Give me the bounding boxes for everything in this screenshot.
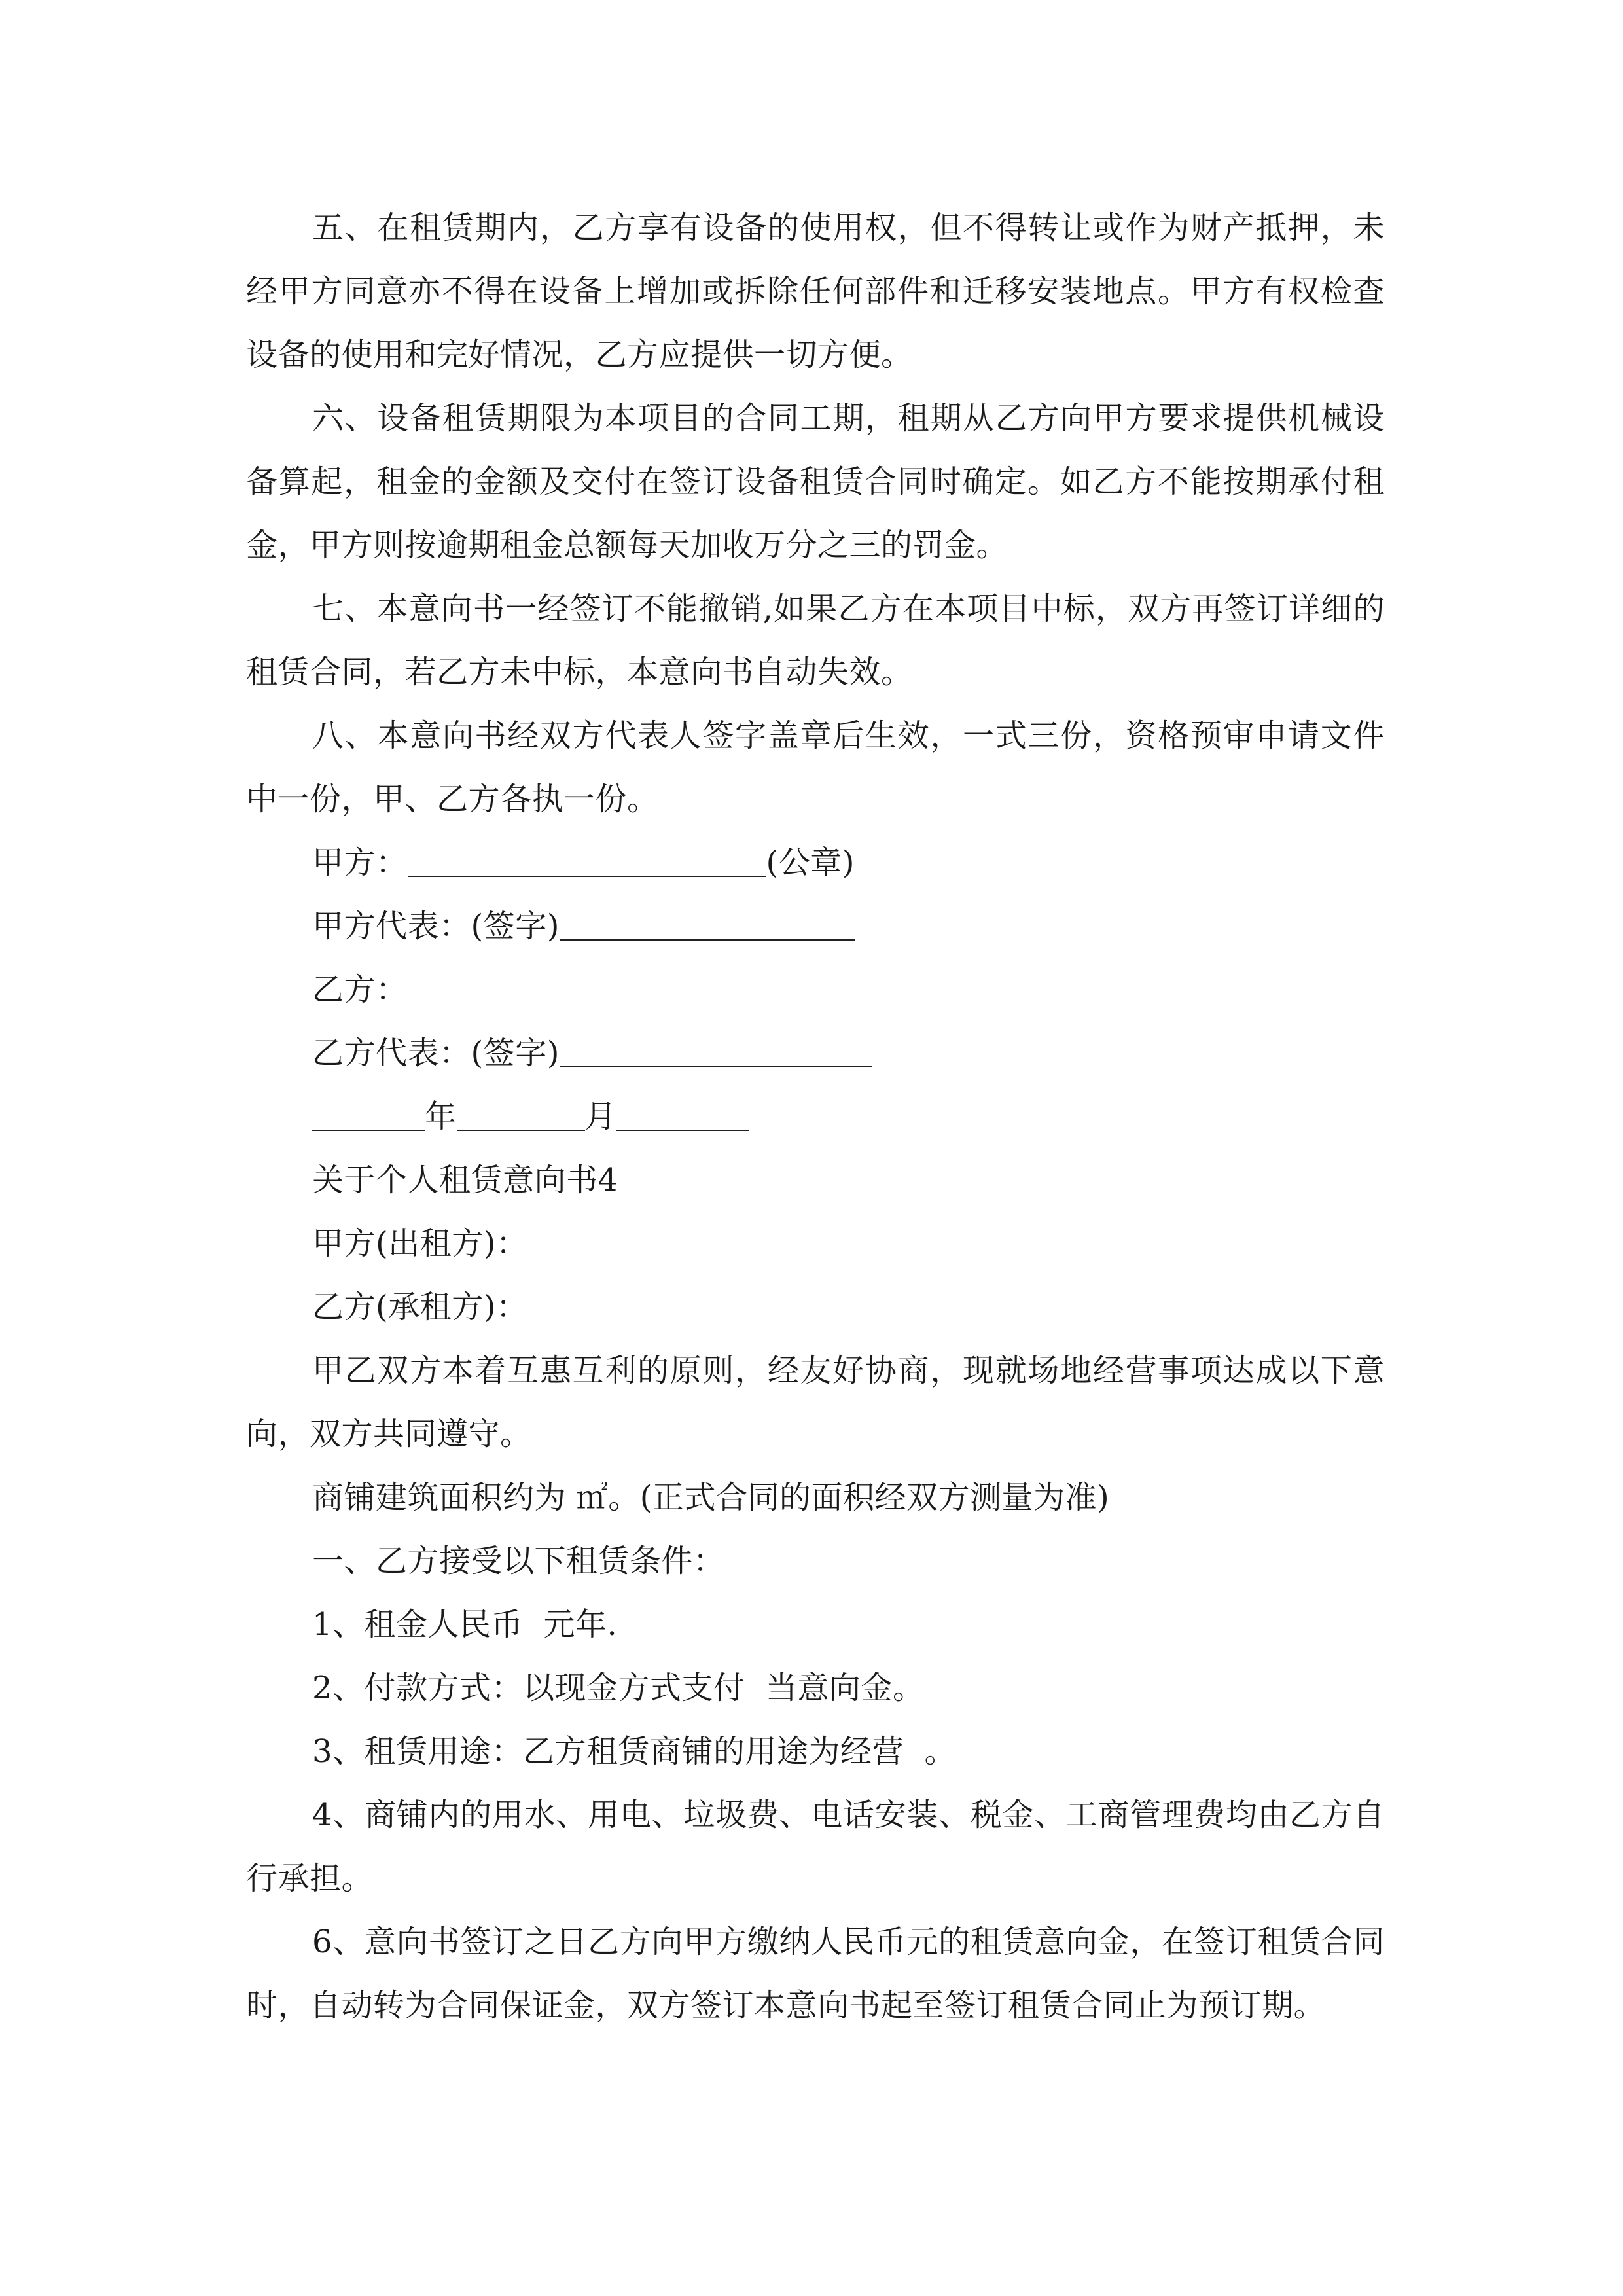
condition-item-4: 4、商铺内的用水、用电、垃圾费、电话安装、税金、工商管理费均由乙方自行承担。: [246, 1797, 1385, 1897]
party-b-rep-blank: [560, 1066, 872, 1067]
year-blank: [312, 1129, 425, 1131]
party-a-seal: (公章): [766, 844, 855, 881]
clause-6: 六、设备租赁期限为本项目的合同工期，租期从乙方向甲方要求提供机械设备算起，租金的金额及交付在签订设备租赁合同时确定。如乙方不能按期承付租金，甲方则按逾期租金总额每天加收万分之三的罚金。: [246, 400, 1385, 564]
year-label: 年: [425, 1098, 457, 1135]
clause-8: 八、本意向书经双方代表人签字盖章后生效，一式三份，资格预审申请文件中一份，甲、乙方各执一份。: [246, 717, 1385, 817]
party-b-label: 乙方：: [312, 971, 408, 1008]
party-a-rep-line: [246, 895, 1385, 958]
lessee-line: 乙方(承租方)：: [312, 1289, 528, 1325]
condition-item-2: 2、付款方式：以现金方式支付 当意向金。: [312, 1670, 925, 1706]
month-blank: [457, 1129, 585, 1131]
party-a-rep-blank: [560, 939, 855, 941]
party-b-line: [246, 958, 1385, 1022]
party-b-rep-line: [246, 1022, 1385, 1085]
party-a-line: [246, 831, 1385, 895]
party-a-label: 甲方：: [312, 844, 408, 881]
section-title: 关于个人租赁意向书4: [312, 1162, 618, 1198]
condition-item-6: 6、意向书签订之日乙方向甲方缴纳人民币元的租赁意向金，在签订租赁合同时，自动转为合同保证金，双方签订本意向书起至签订租赁合同止为预订期。: [246, 1924, 1385, 2024]
condition-item-3: 3、租赁用途：乙方租赁商铺的用途为经营 。: [312, 1733, 957, 1770]
party-b-rep-label: 乙方代表：(签字): [312, 1035, 560, 1071]
condition-item-1: 1、租金人民币 元年.: [312, 1606, 618, 1643]
lessor-line: 甲方(出租方)：: [312, 1225, 528, 1262]
intro-paragraph: 甲乙双方本着互惠互利的原则，经友好协商，现就场地经营事项达成以下意向，双方共同遵守。: [246, 1352, 1385, 1452]
party-a-blank: [408, 875, 766, 877]
document-page: [246, 196, 1385, 2037]
party-a-rep-label: 甲方代表：(签字): [312, 908, 560, 944]
clause-7: 七、本意向书一经签订不能撤销,如果乙方在本项目中标，双方再签订详细的租赁合同，若乙方未中标，本意向书自动失效。: [246, 590, 1385, 691]
month-label: 月: [584, 1098, 617, 1135]
clause-5: 五、在租赁期内，乙方享有设备的使用权，但不得转让或作为财产抵押，未经甲方同意亦不得在设备上增加或拆除任何部件和迁移安装地点。甲方有权检查设备的使用和完好情况，乙方应提供一切方便。: [246, 209, 1385, 373]
date-line: [246, 1085, 1385, 1149]
area-line: 商铺建筑面积约为 ㎡。(正式合同的面积经双方测量为准): [312, 1479, 1110, 1516]
conditions-heading: 一、乙方接受以下租赁条件：: [312, 1543, 725, 1579]
day-blank: [616, 1129, 749, 1131]
